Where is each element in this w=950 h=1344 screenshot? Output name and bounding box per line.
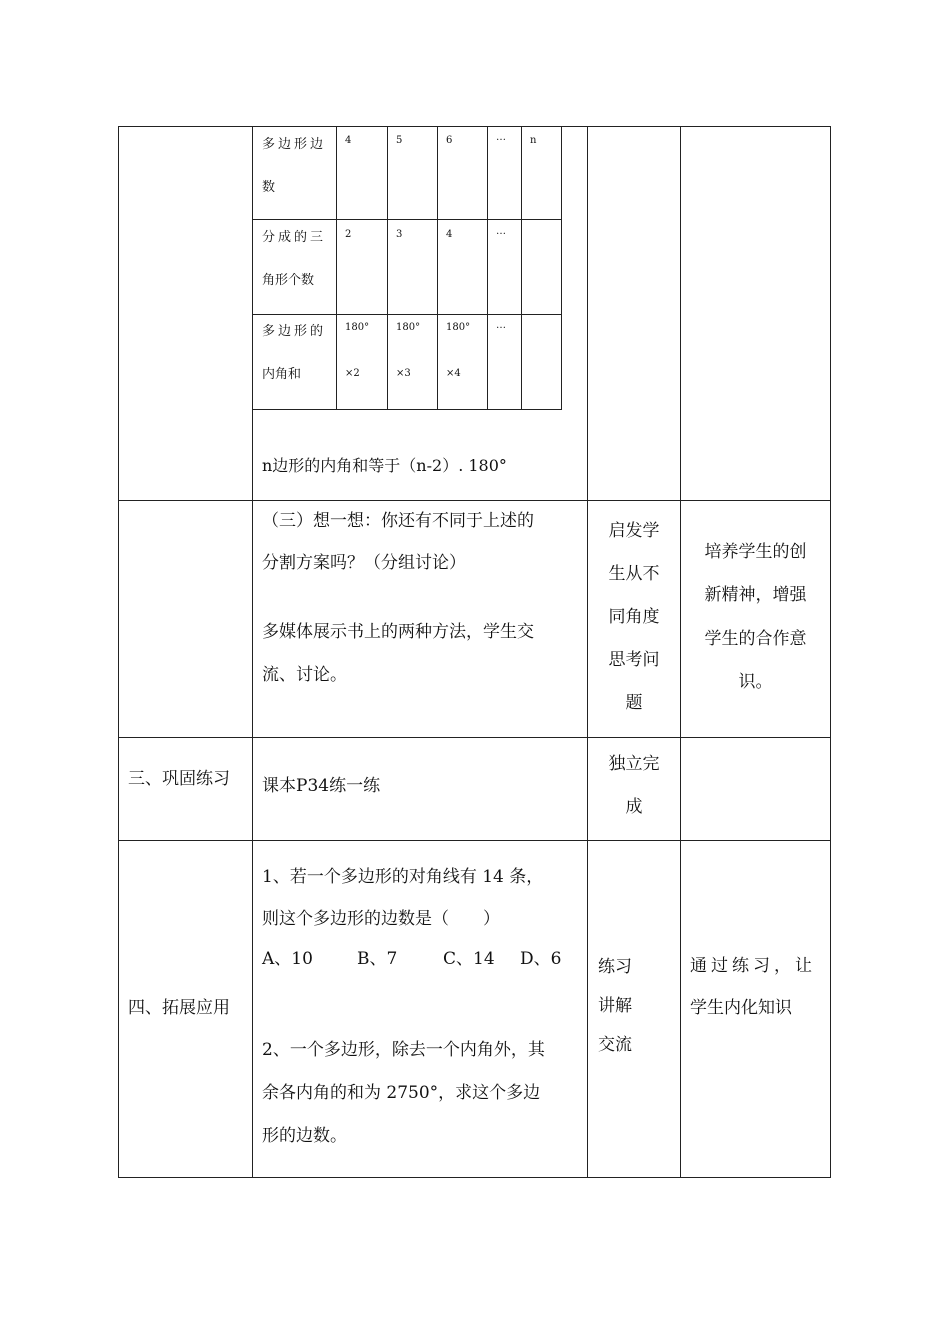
row3-label-line1: 多边形的 — [262, 324, 327, 339]
row3-cell3-line2: ×4 — [446, 368, 461, 379]
think-intent-4: 识。 — [738, 672, 773, 692]
row3-cell3-line1: 180° — [446, 322, 471, 333]
think-intent-2: 新精神，增强 — [704, 585, 807, 605]
row3-cell1-line2: ×2 — [345, 368, 360, 379]
inner-col-line-2 — [387, 126, 388, 410]
row1-label-line1: 多边形边 — [262, 137, 327, 152]
think-activity-4: 思考问 — [608, 650, 660, 670]
q1-option-a: A、10 — [262, 949, 313, 969]
inner-col-line-5 — [521, 126, 522, 410]
inner-bottom-line — [253, 409, 561, 410]
outer-bottom-border — [118, 1177, 831, 1178]
outer-right-border — [830, 126, 831, 1178]
row-divider-3 — [118, 840, 831, 841]
inner-row-line-2 — [253, 314, 561, 315]
think-line-4: 流、讨论。 — [262, 665, 347, 685]
think-line-3: 多媒体展示书上的两种方法，学生交 — [262, 622, 534, 642]
q2-line-2: 余各内角的和为 2750°，求这个多边 — [262, 1083, 541, 1103]
q2-line-1: 2、一个多边形，除去一个内角外，其 — [262, 1040, 545, 1060]
inner-row-line-1 — [253, 219, 561, 220]
consolidate-activity-1: 独立完 — [608, 754, 660, 774]
row2-label-line1: 分成的三 — [262, 230, 327, 245]
row2-cell1: 2 — [345, 229, 352, 240]
consolidate-content: 课本P34练一练 — [262, 776, 381, 796]
think-activity-5: 题 — [625, 693, 643, 713]
q1-option-d: D、6 — [520, 949, 562, 969]
row-divider-2 — [118, 737, 831, 738]
outer-top-border — [118, 126, 831, 127]
row1-cell4: … — [496, 132, 506, 143]
think-activity-1: 启发学 — [608, 521, 660, 541]
row3-cell4: … — [496, 320, 506, 331]
row-divider-1 — [118, 500, 831, 501]
row3-label-line2: 内角和 — [262, 367, 302, 382]
extend-intent-2: 学生内化知识 — [690, 998, 792, 1018]
inner-col-line-1 — [336, 126, 337, 410]
q1-option-b: B、7 — [357, 949, 398, 969]
extend-title: 四、拓展应用 — [128, 998, 230, 1018]
col-divider-1 — [252, 126, 253, 1178]
think-line-2: 分割方案吗？（分组讨论） — [262, 553, 466, 573]
think-intent-1: 培养学生的创 — [704, 542, 807, 562]
row1-cell1: 4 — [345, 135, 352, 146]
extend-activity-2: 讲解 — [598, 996, 632, 1016]
consolidate-title: 三、巩固练习 — [128, 769, 230, 789]
row2-cell2: 3 — [396, 229, 403, 240]
row1-cell3: 6 — [446, 135, 453, 146]
extend-activity-1: 练习 — [598, 957, 632, 977]
extend-activity-3: 交流 — [598, 1035, 632, 1055]
q1-option-c: C、14 — [443, 949, 495, 969]
inner-col-line-3 — [437, 126, 438, 410]
interior-angle-formula: n边形的内角和等于（n-2）. 180° — [262, 456, 507, 475]
think-intent-3: 学生的合作意 — [704, 629, 807, 649]
inner-col-line-4 — [487, 126, 488, 410]
extend-intent-1: 通过练习，让 — [690, 956, 816, 976]
think-activity-3: 同角度 — [608, 607, 660, 627]
row3-cell1-line1: 180° — [345, 322, 370, 333]
row1-label-line2: 数 — [262, 180, 276, 195]
think-line-1: （三）想一想：你还有不同于上述的 — [262, 511, 534, 531]
inner-right-line — [561, 126, 562, 410]
col-divider-3 — [680, 126, 681, 1178]
row1-cell5: n — [530, 135, 537, 146]
row3-cell2-line1: 180° — [396, 322, 421, 333]
consolidate-activity-2: 成 — [625, 797, 643, 817]
row1-cell2: 5 — [396, 135, 403, 146]
q1-line-2: 则这个多边形的边数是（ ） — [262, 909, 500, 929]
think-activity-2: 生从不 — [608, 564, 660, 584]
q2-line-3: 形的边数。 — [262, 1126, 347, 1146]
outer-left-border — [118, 126, 119, 1178]
q1-line-1: 1、若一个多边形的对角线有 14 条， — [262, 867, 544, 887]
row2-cell4: … — [496, 226, 506, 237]
row2-cell3: 4 — [446, 229, 453, 240]
row2-label-line2: 角形个数 — [262, 273, 315, 288]
row3-cell2-line2: ×3 — [396, 368, 411, 379]
